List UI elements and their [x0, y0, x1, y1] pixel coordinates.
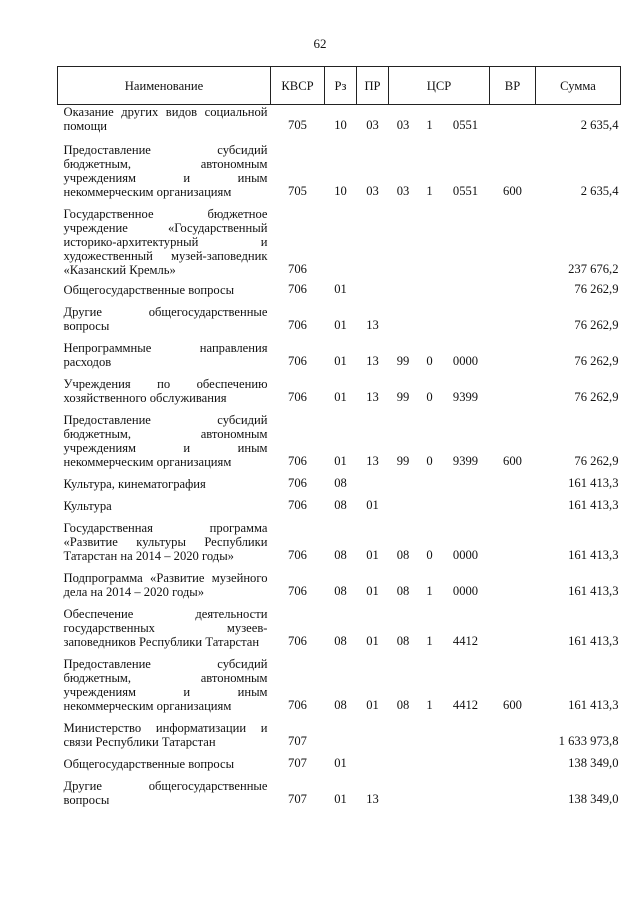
row-rz: 01: [334, 756, 347, 770]
row-csr-code: 0000: [452, 584, 479, 598]
table-row: [58, 333, 621, 369]
row-csr-code: [442, 713, 490, 749]
row-name: Общегосударственные вопросы: [63, 757, 235, 771]
row-csr-subprogram: 1: [426, 118, 433, 132]
row-csr-program: 99: [396, 354, 410, 368]
row-pr: 01: [366, 698, 379, 712]
row-csr-subprogram: 1: [426, 634, 433, 648]
row-csr-code: 0000: [452, 548, 479, 562]
table-row: [58, 513, 621, 563]
row-csr-code: [442, 469, 490, 491]
row-vr: [490, 369, 536, 405]
row-vr: 600: [503, 698, 522, 712]
row-rz: 01: [334, 354, 347, 368]
row-rz: 08: [334, 498, 347, 512]
row-pr: 01: [366, 498, 379, 512]
row-rz: [325, 713, 357, 749]
row-name: Культура: [63, 499, 112, 513]
table-header: [58, 67, 621, 105]
table-row: [58, 649, 621, 713]
row-vr: [490, 105, 536, 134]
row-csr-subprogram: 0: [426, 390, 433, 404]
row-vr: [490, 563, 536, 599]
row-kvsr: 706: [288, 390, 307, 404]
row-csr-program: 08: [396, 548, 410, 562]
row-csr-code: [442, 771, 490, 807]
row-sum: 161 413,3: [568, 698, 619, 712]
table-row: [58, 105, 621, 134]
row-kvsr: 706: [288, 354, 307, 368]
row-sum: 161 413,3: [568, 548, 619, 562]
row-sum: 161 413,3: [568, 634, 619, 648]
row-pr: 03: [366, 184, 379, 198]
row-pr: 13: [366, 318, 379, 332]
row-csr-program: [389, 199, 418, 277]
row-kvsr: 706: [288, 454, 307, 468]
row-name: Непрограммные направления расходов: [63, 341, 268, 369]
budget-table: [57, 66, 621, 807]
row-sum: 161 413,3: [568, 498, 619, 512]
row-csr-code: 0551: [452, 184, 479, 198]
row-csr-subprogram: 1: [426, 184, 433, 198]
row-sum: 2 635,4: [580, 184, 619, 198]
row-kvsr: 706: [288, 282, 307, 296]
header-csr: ЦСР: [389, 67, 490, 105]
row-sum: 76 262,9: [574, 454, 619, 468]
row-rz: 10: [334, 118, 347, 132]
header-sum: Сумма: [536, 67, 621, 105]
row-vr: [490, 469, 536, 491]
row-vr: [490, 771, 536, 807]
row-csr-subprogram: 0: [426, 548, 433, 562]
row-name: Подпрограмма «Развитие музейного дела на 2014 – 2020 годы»: [63, 571, 268, 599]
row-sum: 76 262,9: [574, 318, 619, 332]
row-kvsr: 706: [288, 698, 307, 712]
row-rz: 10: [334, 184, 347, 198]
row-pr: [357, 713, 389, 749]
row-csr-subprogram: [418, 277, 442, 297]
row-name: Другие общегосударственные вопросы: [63, 305, 268, 333]
row-kvsr: 707: [288, 756, 307, 770]
row-pr: 13: [366, 792, 379, 806]
row-csr-program: [389, 297, 418, 333]
row-vr: [490, 599, 536, 649]
row-sum: 161 413,3: [568, 584, 619, 598]
row-kvsr: 706: [288, 584, 307, 598]
row-csr-program: [389, 771, 418, 807]
table-row: [58, 277, 621, 297]
row-name: Государственная программа «Развитие культуры Республики Татарстан на 2014 – 2020 годы»: [63, 521, 268, 563]
header-kvsr: КВСР: [271, 67, 325, 105]
row-pr: 01: [366, 584, 379, 598]
row-pr: 13: [366, 454, 379, 468]
row-vr: 600: [503, 454, 522, 468]
row-kvsr: 706: [288, 498, 307, 512]
row-csr-program: [389, 749, 418, 771]
row-csr-subprogram: [418, 297, 442, 333]
row-name: Учреждения по обеспечению хозяйственного обслуживания: [63, 377, 268, 405]
row-csr-program: 08: [396, 584, 410, 598]
row-name: Предоставление субсидий бюджетным, автономным учреждениям и иным некоммерческим организациям: [63, 657, 268, 713]
row-pr: 01: [366, 634, 379, 648]
row-pr: 13: [366, 354, 379, 368]
row-sum: 237 676,2: [568, 262, 619, 276]
row-csr-code: [442, 277, 490, 297]
row-sum: 76 262,9: [574, 282, 619, 296]
row-kvsr: 706: [288, 634, 307, 648]
row-vr: [490, 749, 536, 771]
table-row: [58, 771, 621, 807]
row-csr-program: 99: [396, 454, 410, 468]
budget-table-container: [57, 66, 620, 807]
row-csr-subprogram: 0: [426, 354, 433, 368]
row-csr-subprogram: [418, 199, 442, 277]
page-number: 62: [313, 36, 327, 51]
row-rz: 08: [334, 476, 347, 490]
row-kvsr: 707: [288, 792, 307, 806]
row-name: Государственное бюджетное учреждение «Государственный историко-архитектурный и художественный музей-заповедник «Казанский Кремль»: [63, 207, 268, 277]
row-pr: [357, 277, 389, 297]
row-rz: 08: [334, 584, 347, 598]
table-row: [58, 713, 621, 749]
row-sum: 76 262,9: [574, 390, 619, 404]
row-rz: 01: [334, 454, 347, 468]
row-rz: 01: [334, 792, 347, 806]
row-rz: [325, 199, 357, 277]
row-csr-program: 08: [396, 634, 410, 648]
row-pr: 01: [366, 548, 379, 562]
row-vr: [490, 513, 536, 563]
row-csr-program: [389, 469, 418, 491]
row-pr: [357, 749, 389, 771]
table-body: [58, 105, 621, 808]
row-csr-subprogram: 1: [426, 698, 433, 712]
row-vr: [490, 277, 536, 297]
table-row: [58, 749, 621, 771]
row-csr-subprogram: [418, 469, 442, 491]
row-sum: 161 413,3: [568, 476, 619, 490]
row-csr-program: [389, 713, 418, 749]
row-kvsr: 706: [288, 318, 307, 332]
header-name: Наименование: [58, 67, 271, 105]
row-csr-code: 9399: [452, 454, 479, 468]
row-kvsr: 705: [288, 184, 307, 198]
row-rz: 01: [334, 282, 347, 296]
row-csr-program: 08: [396, 698, 410, 712]
row-csr-subprogram: [418, 713, 442, 749]
row-name: Обеспечение деятельности государственных музеев-заповедников Республики Татарстан: [63, 607, 268, 649]
row-name: Предоставление субсидий бюджетным, автономным учреждениям и иным некоммерческим организациям: [63, 143, 268, 199]
row-name: Другие общегосударственные вопросы: [63, 779, 268, 807]
row-csr-code: [442, 491, 490, 513]
table-row: [58, 199, 621, 277]
row-csr-code: 0000: [452, 354, 479, 368]
row-sum: 138 349,0: [568, 792, 619, 806]
header-pr: ПР: [357, 67, 389, 105]
row-sum: 1 633 973,8: [558, 734, 619, 748]
row-csr-code: [442, 297, 490, 333]
row-csr-code: [442, 199, 490, 277]
row-csr-code: 9399: [452, 390, 479, 404]
row-csr-program: 03: [396, 184, 410, 198]
row-name: Предоставление субсидий бюджетным, автономным учреждениям и иным некоммерческим организациям: [63, 413, 268, 469]
table-row: [58, 133, 621, 199]
row-sum: 138 349,0: [568, 756, 619, 770]
row-sum: 2 635,4: [580, 118, 619, 132]
row-pr: [357, 199, 389, 277]
table-row: [58, 297, 621, 333]
row-csr-program: 99: [396, 390, 410, 404]
row-kvsr: 706: [288, 476, 307, 490]
row-vr: [490, 199, 536, 277]
row-csr-subprogram: [418, 749, 442, 771]
table-row: [58, 563, 621, 599]
header-vr: ВР: [490, 67, 536, 105]
row-csr-subprogram: 1: [426, 584, 433, 598]
row-kvsr: 706: [288, 262, 307, 276]
row-csr-code: 4412: [452, 634, 479, 648]
row-rz: 08: [334, 548, 347, 562]
row-vr: [490, 491, 536, 513]
row-vr: [490, 333, 536, 369]
table-row: [58, 599, 621, 649]
row-csr-code: 0551: [452, 118, 479, 132]
row-name: Культура, кинематография: [63, 477, 206, 491]
row-csr-program: [389, 277, 418, 297]
row-pr: [357, 469, 389, 491]
row-rz: 08: [334, 698, 347, 712]
row-pr: 13: [366, 390, 379, 404]
row-kvsr: 706: [288, 548, 307, 562]
row-vr: [490, 713, 536, 749]
row-csr-subprogram: 0: [426, 454, 433, 468]
row-csr-program: 03: [396, 118, 410, 132]
row-vr: 600: [503, 184, 522, 198]
row-csr-subprogram: [418, 771, 442, 807]
row-csr-code: [442, 749, 490, 771]
row-pr: 03: [366, 118, 379, 132]
row-vr: [490, 297, 536, 333]
table-row: [58, 469, 621, 491]
row-name: Оказание других видов социальной помощи: [63, 105, 268, 133]
row-csr-subprogram: [418, 491, 442, 513]
row-kvsr: 705: [288, 118, 307, 132]
row-csr-code: 4412: [452, 698, 479, 712]
row-kvsr: 707: [288, 734, 307, 748]
row-name: Министерство информатизации и связи Республики Татарстан: [63, 721, 268, 749]
header-rz: Рз: [325, 67, 357, 105]
row-rz: 01: [334, 390, 347, 404]
row-rz: 01: [334, 318, 347, 332]
row-rz: 08: [334, 634, 347, 648]
row-csr-program: [389, 491, 418, 513]
table-row: [58, 405, 621, 469]
row-sum: 76 262,9: [574, 354, 619, 368]
row-name: Общегосударственные вопросы: [63, 283, 235, 297]
table-row: [58, 491, 621, 513]
table-row: [58, 369, 621, 405]
